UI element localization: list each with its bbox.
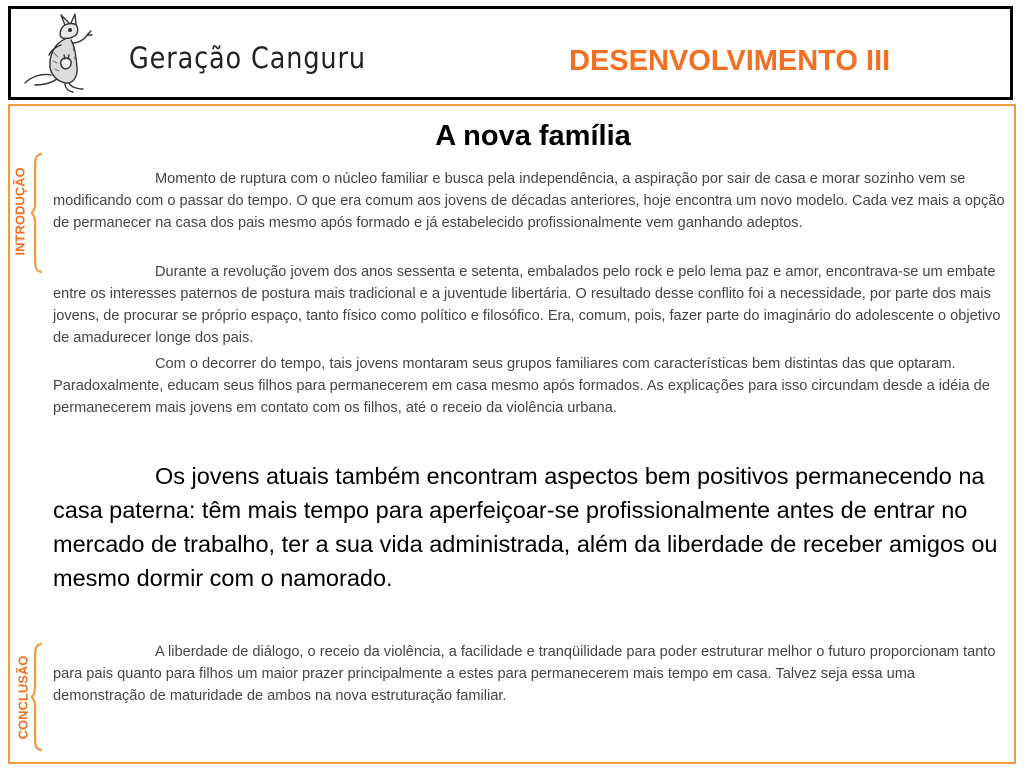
logo-wordmark: Geração Canguru xyxy=(129,41,366,75)
intro-brace-icon xyxy=(30,152,44,274)
header-bar xyxy=(8,6,1013,100)
page-title: DESENVOLVIMENTO III xyxy=(569,45,891,77)
paragraph-conclusion: A liberdade de diálogo, o receio da violência, a facilidade e tranqüilidade para poder estruturar melhor o futuro proporcionam tanto para pais quanto para filhos um maior prazer principalmente a estes para permanecerem mais tempo em casa. Talvez seja essa uma demonstração de maturidade de ambos na nova estruturação familiar. xyxy=(53,644,996,704)
kangaroo-logo-icon xyxy=(21,13,111,95)
paragraph-intro: Momento de ruptura com o núcleo familiar e busca pela independência, a aspiração por sair de casa e morar sozinho vem se modificando com o passar do tempo. O que era comum aos jovens de décadas anteriores, hoje encontra um novo modelo. Cada vez mais a opção de permanecer na casa dos pais mesmo após formado e já estabelecido profissionalmente vem ganhando adeptos. xyxy=(53,171,1005,231)
paragraph-highlight: Os jovens atuais também encontram aspectos bem positivos permanecendo na casa paterna: têm mais tempo para aperfeiçoar-se profissionalmente antes de entrar no mercado de trabalho, ter a sua vida administrada, além da liberdade de receber amigos ou mesmo dormir com o namorado. xyxy=(53,463,998,591)
paragraph-revolution: Durante a revolução jovem dos anos sessenta e setenta, embalados pelo rock e pelo lema paz e amor, encontrava-se um embate entre os interesses paternos de postura mais tradicional e a juventude libertária. O resultado desse conflito foi a necessidade, por parte dos mais jovens, de procurar se próprio espaço, tanto físico como político e filosófico. Era, comum, pois, fazer parte do imaginário do adolescente o objetivo de amadurecer longe dos pais. xyxy=(53,264,1001,346)
paragraph-time: Com o decorrer do tempo, tais jovens montaram seus grupos familiares com características bem distintas das que optaram. Paradoxalmente, educam seus filhos para permanecerem em casa mesmo após formados. As explicações para isso circundam desde a idéia de permanecerem mais jovens em contato com os filhos, até o receio da violência urbana. xyxy=(53,356,990,416)
section-title: A nova família xyxy=(435,120,631,152)
intro-side-label: INTRODUÇÃO xyxy=(12,167,28,256)
conclusion-side-label: CONCLUSÃO xyxy=(15,655,31,740)
conclusion-brace-icon xyxy=(30,642,44,752)
